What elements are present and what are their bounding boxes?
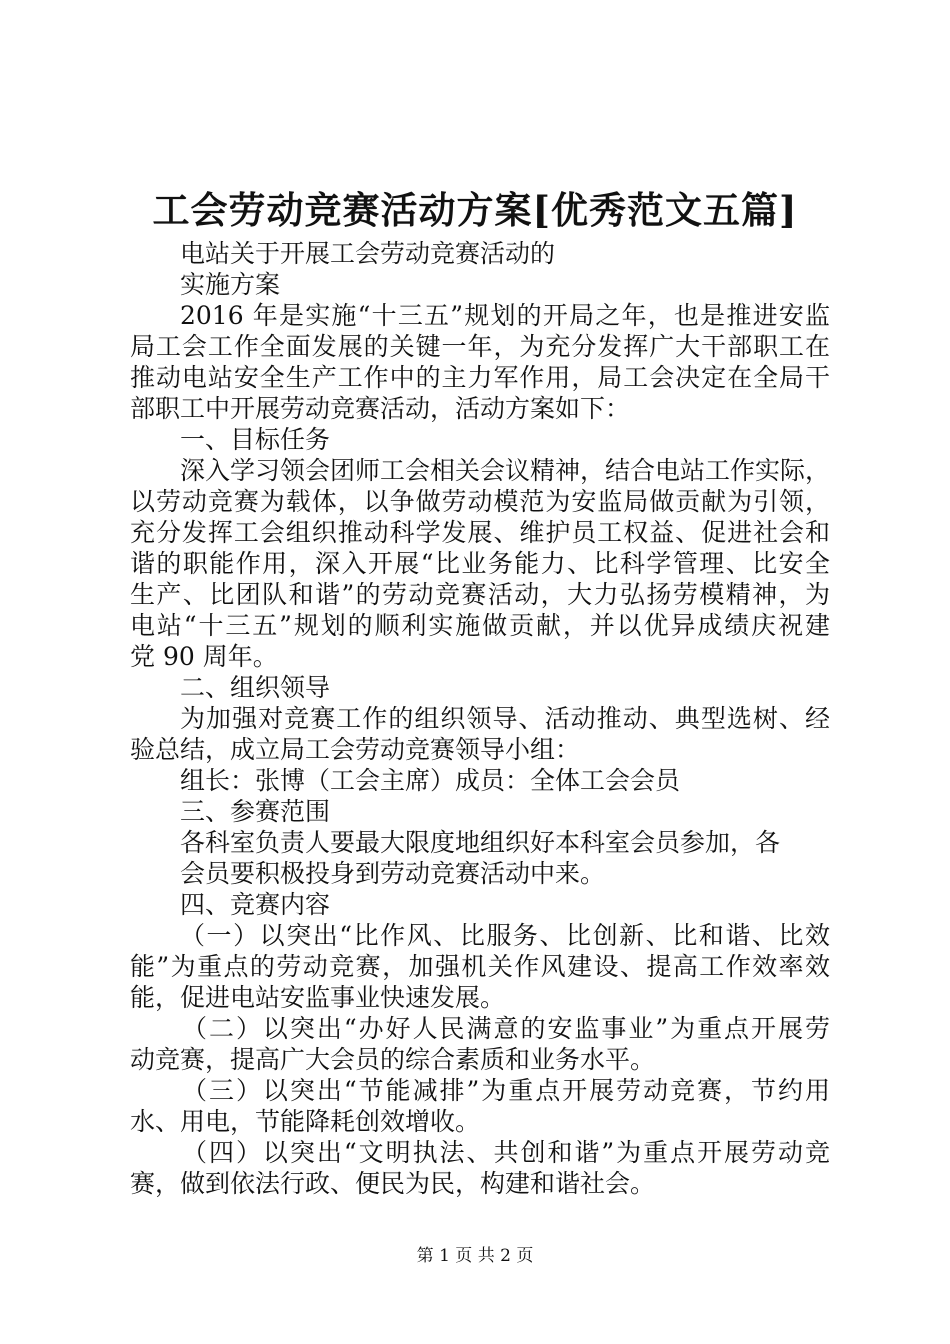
paragraph-line: 赛，做到依法行政、便民为民，构建和谐社会。 (130, 1169, 656, 1198)
paragraph-line: 党 90 周年。 (130, 642, 278, 671)
paragraph-line: 实施方案 (180, 270, 281, 299)
paragraph-line: 二、组织领导 (180, 673, 331, 702)
paragraph-line: 推动电站安全生产工作中的主力军作用，局工会决定在全局干 (130, 363, 830, 392)
paragraph-line: 电站关于开展工会劳动竞赛活动的 (180, 239, 556, 268)
paragraph-line: 组长：张博（工会主席）成员：全体工会会员 (180, 766, 681, 795)
paragraph-line: 一、目标任务 (180, 425, 331, 454)
paragraph-line: 各科室负责人要最大限度地组织好本科室会员参加，各 (180, 828, 781, 857)
paragraph-line: （二）以突出“办好人民满意的安监事业”为重点开展劳 (182, 1014, 830, 1043)
paragraph-line: 谐的职能作用，深入开展“比业务能力、比科学管理、比安全 (130, 549, 830, 578)
paragraph-line: 能，促进电站安监事业快速发展。 (130, 983, 506, 1012)
paragraph-line: （一）以突出“比作风、比服务、比创新、比和谐、比效 (180, 921, 830, 950)
paragraph-line: 局工会工作全面发展的关键一年，为充分发挥广大干部职工在 (130, 332, 830, 361)
paragraph-line: 动竞赛，提高广大会员的综合素质和业务水平。 (130, 1045, 656, 1074)
paragraph-line: 深入学习领会团师工会相关会议精神，结合电站工作实际， (180, 456, 831, 485)
paragraph-line: 充分发挥工会组织推动科学发展、维护员工权益、促进社会和 (130, 518, 830, 547)
paragraph-line: 会员要积极投身到劳动竞赛活动中来。 (180, 859, 606, 888)
paragraph-line: 能”为重点的劳动竞赛，加强机关作风建设、提高工作效率效 (130, 952, 830, 981)
document-body (130, 238, 830, 1199)
paragraph-line: 以劳动竞赛为载体，以争做劳动模范为安监局做贡献为引领， (130, 487, 830, 516)
paragraph-line: （三）以突出“节能减排”为重点开展劳动竞赛，节约用 (182, 1076, 830, 1105)
paragraph-line: 2016 年是实施“十三五”规划的开局之年，也是推进安监 (180, 301, 830, 330)
paragraph-line: 验总结，成立局工会劳动竞赛领导小组： (130, 735, 581, 764)
paragraph-line: （四）以突出“文明执法、共创和谐”为重点开展劳动竞 (182, 1138, 830, 1167)
paragraph-line: 生产、比团队和谐”的劳动竞赛活动，大力弘扬劳模精神，为 (130, 580, 830, 609)
paragraph-line: 部职工中开展劳动竞赛活动，活动方案如下： (130, 394, 631, 423)
paragraph-line: 为加强对竞赛工作的组织领导、活动推动、典型选树、经 (180, 704, 830, 733)
paragraph-line: 三、参赛范围 (180, 797, 331, 826)
paragraph-line: 四、竞赛内容 (180, 890, 331, 919)
page-footer: 第 1 页 共 2 页 (416, 1246, 534, 1266)
paragraph-line: 水、用电，节能降耗创效增收。 (130, 1107, 481, 1136)
document-title: 工会劳动竞赛活动方案[优秀范文五篇] (152, 188, 798, 232)
paragraph-line: 电站“十三五”规划的顺利实施做贡献，并以优异成绩庆祝建 (130, 611, 830, 640)
